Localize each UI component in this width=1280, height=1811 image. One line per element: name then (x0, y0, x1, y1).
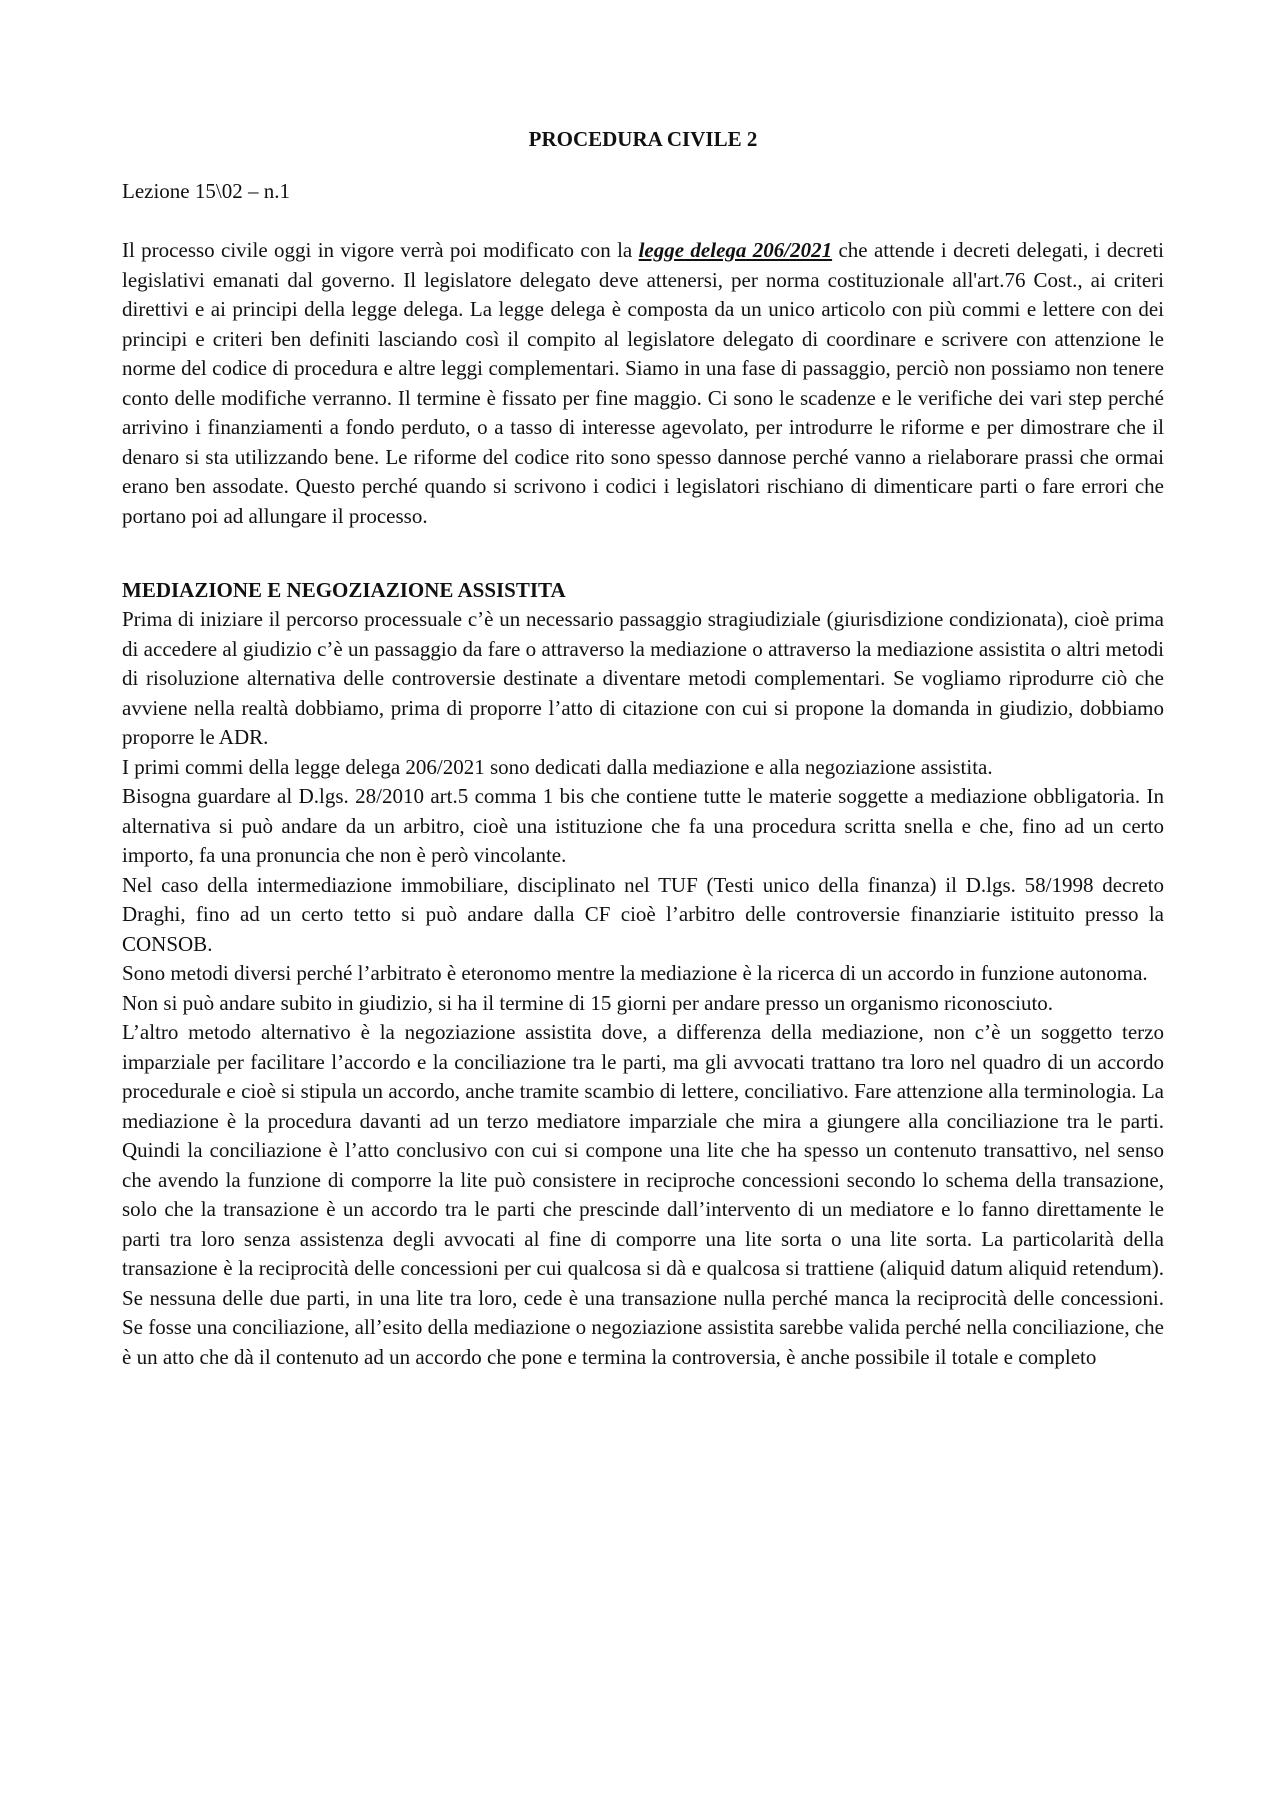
section-paragraph-3: Bisogna guardare al D.lgs. 28/2010 art.5 comma 1 bis che contiene tutte le materie soggette a mediazione obbligatoria. In alternativa si può andare da un arbitro, cioè una istituzione che fa una procedura scritta snella e che, fino ad un certo importo, fa una pronuncia che non è però vincolante. (122, 784, 1164, 867)
section-paragraph-1: Prima di iniziare il percorso processuale c’è un necessario passaggio stragiudiziale (giurisdizione condizionata), cioè prima di accedere al giudizio c’è un passaggio da fare o attraverso la mediazione o attraverso la mediazione assistita o altri metodi di risoluzione alternativa delle controversie destinate a diventare metodi complementari. Se vogliamo riprodurre ciò che avviene nella realtà dobbiamo, prima di proporre l’atto di citazione con cui si propone la domanda in giudizio, dobbiamo proporre le ADR. (122, 607, 1164, 749)
section-paragraph-5: Sono metodi diversi perché l’arbitrato è eteronomo mentre la mediazione è la ricerca di un accordo in funzione autonoma. (122, 961, 1148, 985)
intro-text-rest: che attende i decreti delegati, i decreti legislativi emanati dal governo. Il legislatore delegato deve attenersi, per norma costituzionale all'art.76 Cost., ai criteri direttivi e ai principi della legge delega. La legge delega è composta da un unico articolo con più commi e lettere con dei principi e criteri ben definiti lasciando così il compito al legislatore delegato di coordinare e scrivere con attenzione le norme del codice di procedura e altre leggi complementari. Siamo in una fase di passaggio, perciò non possiamo non tenere conto delle modifiche verranno. Il termine è fissato per fine maggio. Ci sono le scadenze e le verifiche dei vari step perché arrivino i finanziamenti a fondo perduto, o a tasso di interesse agevolato, per introdurre le riforme e per dimostrare che il denaro si sta utilizzando bene. Le riforme del codice rito sono spesso dannose perché vanno a rielaborare prassi che ormai erano ben assodate. Questo perché quando si scrivono i codici i legislatori rischiano di dimenticare parti o fare errori che portano poi ad allungare il processo. (122, 238, 1164, 528)
intro-paragraph (122, 236, 1164, 531)
section-paragraph-6: Non si può andare subito in giudizio, si ha il termine di 15 giorni per andare presso un organismo riconosciuto. (122, 990, 1054, 1015)
section-paragraph-7: L’altro metodo alternativo è la negoziazione assistita dove, a differenza della mediazione, non c’è un soggetto terzo imparziale per facilitare l’accordo e la conciliazione tra le parti, ma gli avvocati trattano tra loro nel quadro di un accordo procedurale e cioè si stipula un accordo, anche tramite scambio di lettere, conciliativo. Fare attenzione alla terminologia. La mediazione è la procedura davanti ad un terzo mediatore imparziale che mira a giungere alla conciliazione tra le parti. Quindi la conciliazione è l’atto conclusivo con cui si compone una lite che ha spesso un contenuto transattivo, nel senso che avendo la funzione di comporre la lite può consistere in reciproche concessioni secondo lo schema della transazione, solo che la transazione è un accordo tra le parti che prescinde dall’intervento di un mediatore e lo fanno direttamente le parti tra loro senza assistenza degli avvocati al fine di comporre una lite sorta o una lite sorta. La particolarità della transazione è la reciprocità delle concessioni per cui qualcosa si dà e qualcosa si trattiene (aliquid datum aliquid retendum). Se nessuna delle due parti, in una lite tra loro, cede è una transazione nulla perché manca la reciprocità delle concessioni. Se fosse una conciliazione, all’esito della mediazione o negoziazione assistita sarebbe valida perché nella conciliazione, che è un atto che dà il contenuto ad un accordo che pone e termina la controversia, è anche possibile il totale e completo (122, 1020, 1164, 1369)
lesson-label: Lezione 15\02 – n.1 (122, 179, 290, 203)
section-paragraph-2: I primi commi della legge delega 206/2021 sono dedicati dalla mediazione e alla negoziazione assistita. (122, 754, 993, 779)
section-paragraph-4: Nel caso della intermediazione immobiliare, disciplinato nel TUF (Testi unico della finanza) il D.lgs. 58/1998 decreto Draghi, fino ad un certo tetto si può andare dalla CF cioè l’arbitro delle controversie finanziarie istituito presso la CONSOB. (122, 872, 1164, 956)
document-title: PROCEDURA CIVILE 2 (528, 127, 758, 151)
law-reference: legge delega 206/2021 (638, 238, 833, 262)
section-heading: MEDIAZIONE E NEGOZIAZIONE ASSISTITA (122, 578, 566, 602)
intro-text-start: Il processo civile oggi in vigore verrà poi modificato con la (122, 238, 639, 262)
